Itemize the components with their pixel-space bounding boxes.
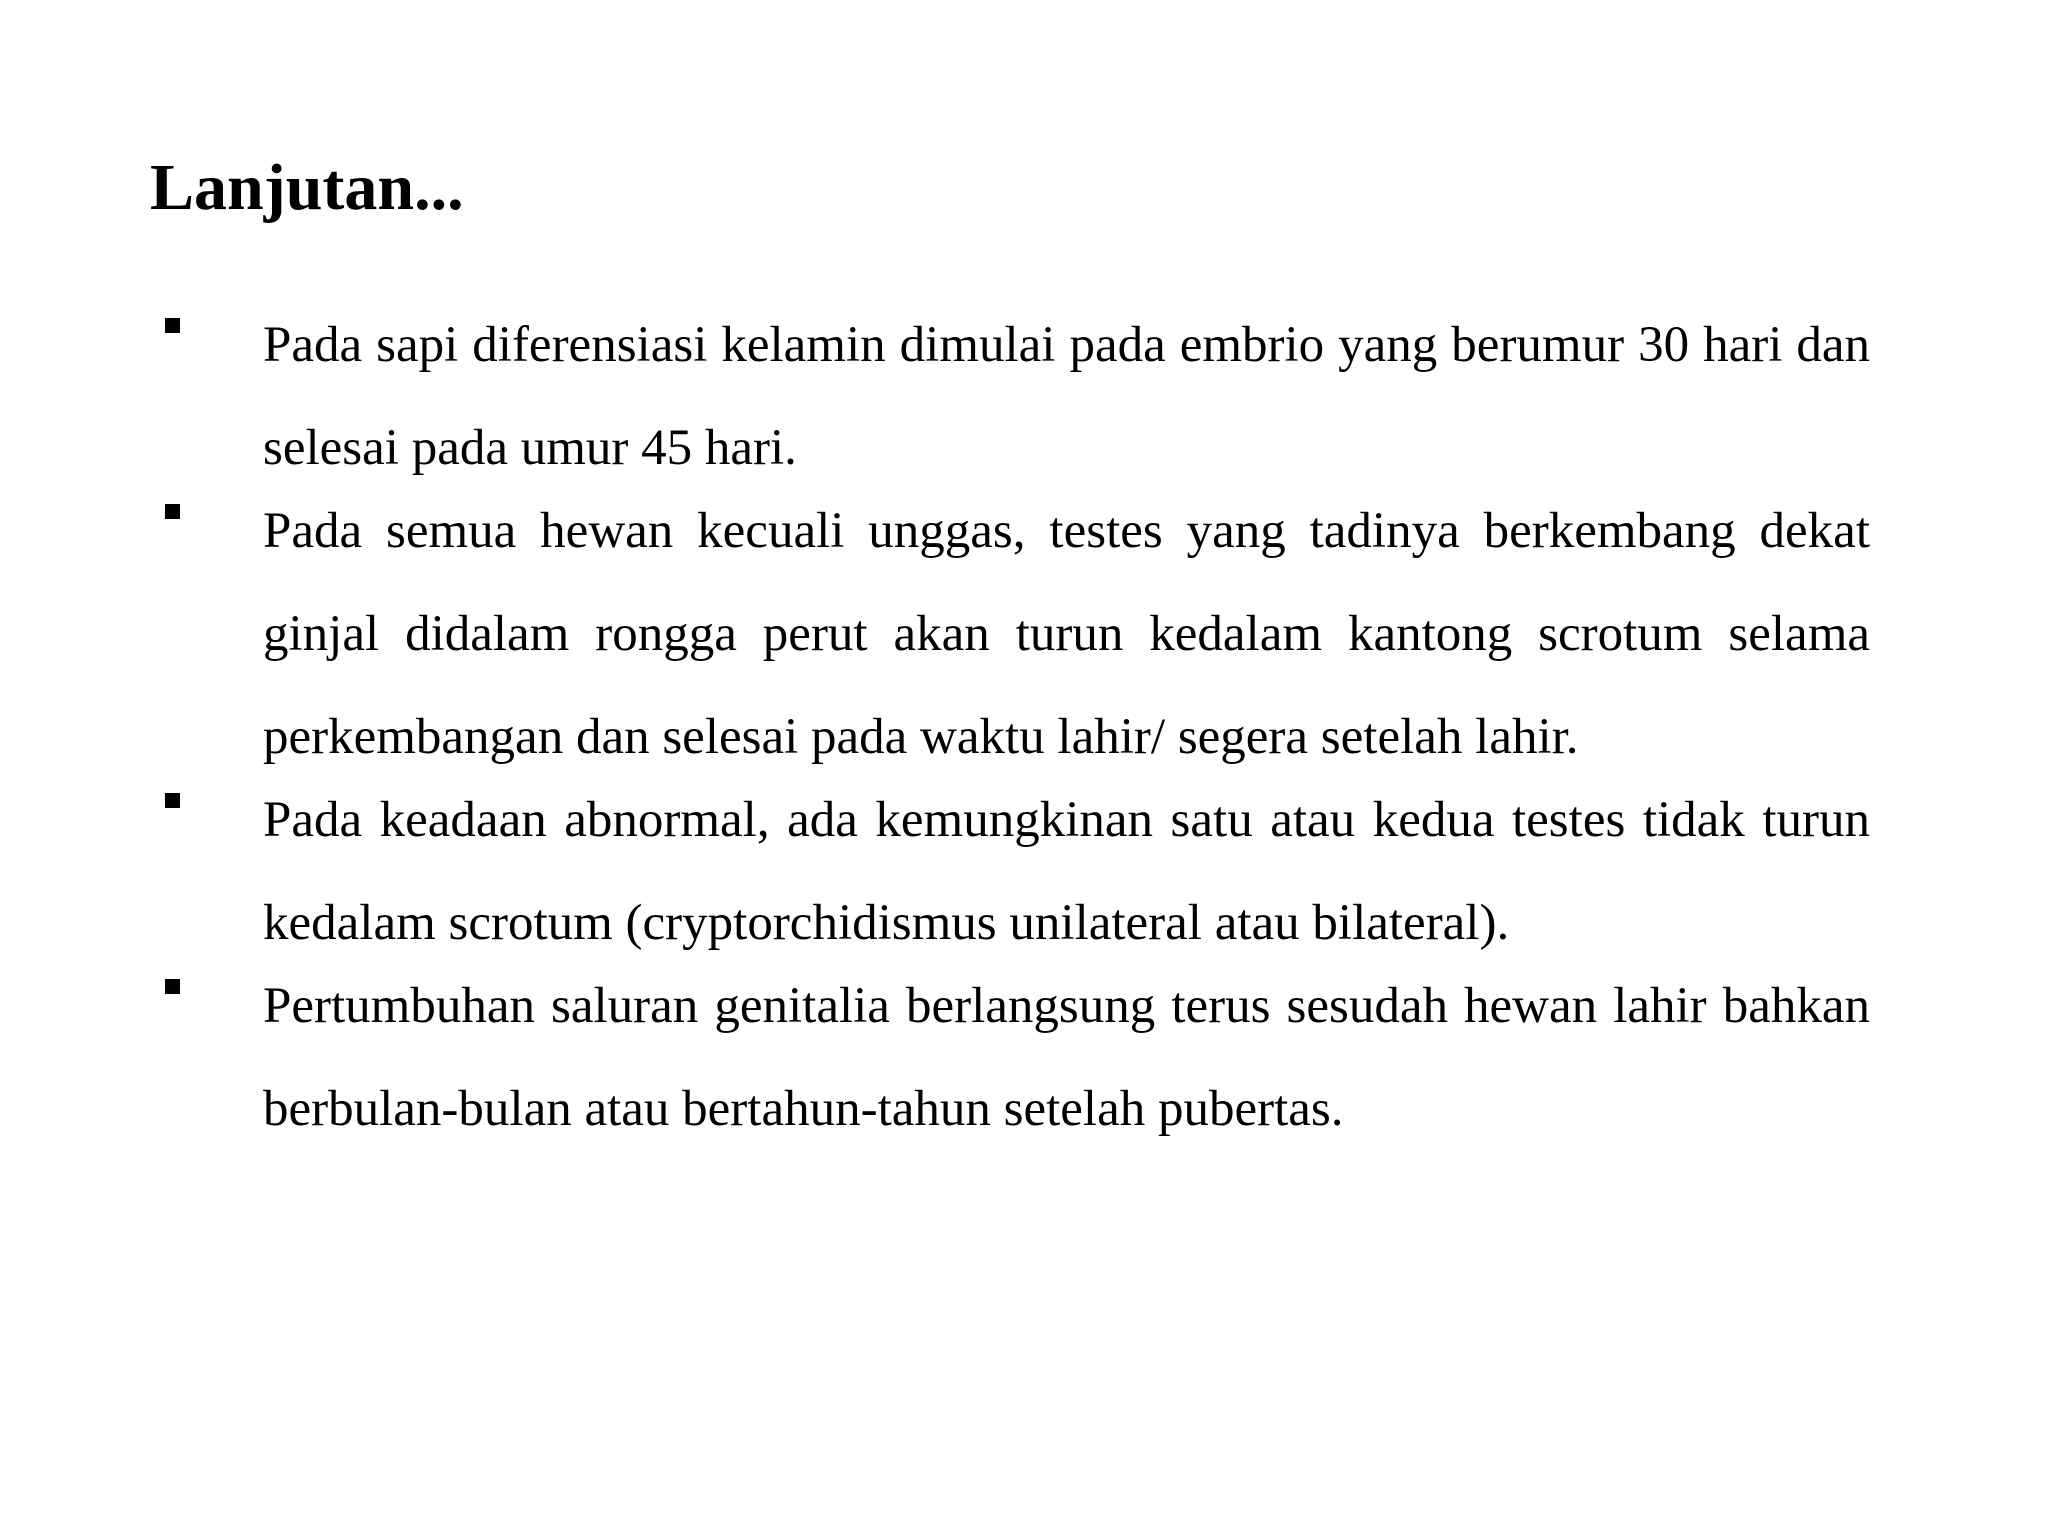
bullet-text: Pada keadaan abnormal, ada kemungkinan satu atau kedua testes tidak turun kedalam scrotum (cryptorchidismus unilateral atau bilateral). xyxy=(263,792,1870,951)
square-bullet-icon xyxy=(165,793,180,808)
square-bullet-icon xyxy=(165,318,180,333)
slide-title: Lanjutan... xyxy=(150,151,464,224)
bullet-item xyxy=(150,769,1870,975)
square-bullet-icon xyxy=(165,504,180,519)
bullet-list xyxy=(150,314,1870,1161)
bullet-text: Pada semua hewan kecuali unggas, testes yang tadinya berkembang dekat ginjal didalam rongga perut akan turun kedalam kantong scrotum selama perkembangan dan selesai pada waktu lahir/ segera setelah lahir. xyxy=(263,503,1870,765)
bullet-text: Pertumbuhan saluran genitalia berlangsung terus sesudah hewan lahir bahkan berbulan-bulan atau bertahun-tahun setelah pubertas. xyxy=(263,978,1870,1137)
bullet-item xyxy=(150,294,1870,500)
bullet-item xyxy=(150,480,1870,789)
bullet-item xyxy=(150,955,1870,1161)
square-bullet-icon xyxy=(165,979,180,994)
bullet-text: Pada sapi diferensiasi kelamin dimulai pada embrio yang berumur 30 hari dan selesai pada umur 45 hari. xyxy=(263,317,1870,476)
